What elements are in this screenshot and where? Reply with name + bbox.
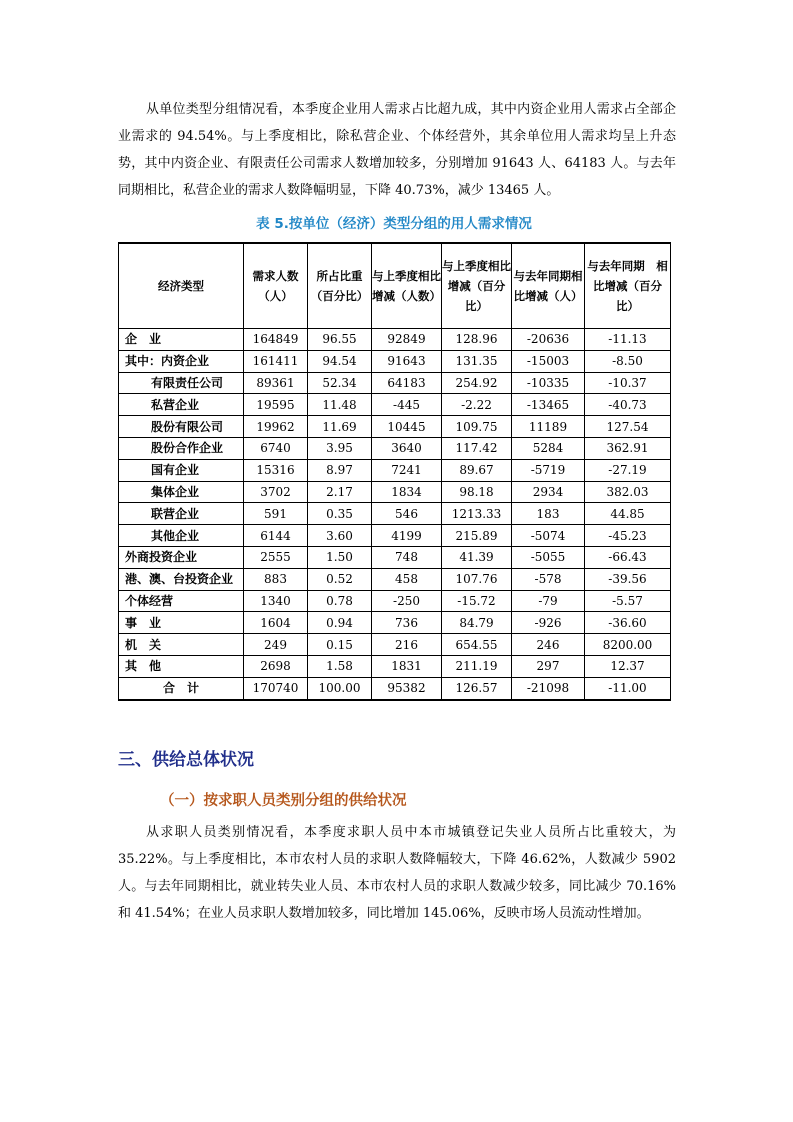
table-header-row: [119, 243, 671, 329]
cell-share: 0.94: [308, 612, 372, 634]
cell-demand: 883: [244, 568, 308, 590]
cell-qoq-pct: 128.96: [442, 329, 512, 351]
cell-demand: 15316: [244, 459, 308, 481]
cell-yoy-people: 5284: [512, 437, 585, 459]
cell-yoy-pct: -27.19: [585, 459, 671, 481]
row-type-name: 机 关: [119, 634, 244, 656]
cell-yoy-people: -79: [512, 590, 585, 612]
cell-share: 0.52: [308, 568, 372, 590]
cell-qoq-people: 3640: [372, 437, 442, 459]
table-row: [119, 350, 671, 372]
cell-qoq-pct: 84.79: [442, 612, 512, 634]
table-row: [119, 525, 671, 547]
header-yoy-people: 与去年同期相比增减（人）: [512, 243, 585, 329]
cell-qoq-people: 216: [372, 634, 442, 656]
header-demand: 需求人数（人）: [244, 243, 308, 329]
cell-yoy-pct: -40.73: [585, 394, 671, 416]
row-type-name: 有限责任公司: [119, 372, 244, 394]
cell-qoq-pct: 98.18: [442, 481, 512, 503]
cell-yoy-pct: 8200.00: [585, 634, 671, 656]
cell-yoy-people: -926: [512, 612, 585, 634]
cell-yoy-people: -10335: [512, 372, 585, 394]
row-type-name: 联营企业: [119, 503, 244, 525]
cell-qoq-pct: 107.76: [442, 568, 512, 590]
row-type-name: 事 业: [119, 612, 244, 634]
cell-share: 94.54: [308, 350, 372, 372]
cell-yoy-people: 297: [512, 655, 585, 677]
cell-yoy-pct: 382.03: [585, 481, 671, 503]
supply-paragraph: 从求职人员类别情况看，本季度求职人员中本市城镇登记失业人员所占比重较大，为 35.22%。与上季度相比，本市农村人员的求职人数降幅较大，下降 46.62%，人数减少 5902 人。与去年同期相比，就业转失业人员、本市农村人员的求职人数减少较多，同比减少 70.16%和 41.54%；在业人员求职人数增加较多，同比增加 145.06%，反映市场人员流动性增加。: [118, 825, 676, 921]
table-row: [119, 546, 671, 568]
intro-paragraph: 从单位类型分组情况看，本季度企业用人需求占比超九成，其中内资企业用人需求占全部企业需求的 94.54%。与上季度相比，除私营企业、个体经营外，其余单位用人需求均呈上升态势，其中内资企业、有限责任公司需求人数增加较多，分别增加 91643 人、64183 人。与去年同期相比，私营企业的需求人数降幅明显，下降 40.73%，减少 13465 人。: [118, 102, 676, 198]
cell-yoy-pct: -36.60: [585, 612, 671, 634]
cell-qoq-people: 7241: [372, 459, 442, 481]
cell-share: 0.35: [308, 503, 372, 525]
demand-by-unit-type-table: [118, 242, 671, 701]
cell-qoq-pct: 109.75: [442, 416, 512, 438]
row-type-name: 外商投资企业: [119, 546, 244, 568]
row-type-name: 企 业: [119, 329, 244, 351]
cell-share: 0.78: [308, 590, 372, 612]
cell-yoy-people: -15003: [512, 350, 585, 372]
cell-share: 52.34: [308, 372, 372, 394]
cell-yoy-people: -5719: [512, 459, 585, 481]
cell-yoy-pct: 362.91: [585, 437, 671, 459]
sub-heading: （一）按求职人员类别分组的供给状况: [160, 793, 407, 809]
cell-share: 11.69: [308, 416, 372, 438]
cell-share: 0.15: [308, 634, 372, 656]
cell-qoq-pct: 131.35: [442, 350, 512, 372]
cell-yoy-pct: 44.85: [585, 503, 671, 525]
table-row: [119, 590, 671, 612]
cell-qoq-people: 546: [372, 503, 442, 525]
cell-qoq-pct: 211.19: [442, 655, 512, 677]
table-row: [119, 634, 671, 656]
table-row: [119, 372, 671, 394]
cell-demand: 2555: [244, 546, 308, 568]
row-type-name: 股份有限公司: [119, 416, 244, 438]
cell-demand: 170740: [244, 677, 308, 699]
cell-qoq-people: -250: [372, 590, 442, 612]
row-type-name: 其他企业: [119, 525, 244, 547]
table-row: [119, 655, 671, 677]
cell-qoq-people: 458: [372, 568, 442, 590]
header-qoq-pct: 与上季度相比增减（百分比）: [442, 243, 512, 329]
table-caption: 表 5.按单位（经济）类型分组的用人需求情况: [256, 216, 532, 232]
cell-yoy-pct: -66.43: [585, 546, 671, 568]
cell-share: 3.95: [308, 437, 372, 459]
row-type-name: 个体经营: [119, 590, 244, 612]
cell-yoy-people: 2934: [512, 481, 585, 503]
cell-demand: 6144: [244, 525, 308, 547]
cell-yoy-people: -5055: [512, 546, 585, 568]
cell-share: 8.97: [308, 459, 372, 481]
cell-share: 1.50: [308, 546, 372, 568]
cell-demand: 161411: [244, 350, 308, 372]
cell-qoq-people: 92849: [372, 329, 442, 351]
cell-yoy-pct: -10.37: [585, 372, 671, 394]
cell-qoq-pct: 254.92: [442, 372, 512, 394]
cell-yoy-pct: -45.23: [585, 525, 671, 547]
row-type-name: 国有企业: [119, 459, 244, 481]
table-row: [119, 329, 671, 351]
row-type-name: 合 计: [119, 677, 244, 699]
cell-demand: 1340: [244, 590, 308, 612]
header-share: 所占比重（百分比）: [308, 243, 372, 329]
cell-yoy-pct: -11.13: [585, 329, 671, 351]
table-row: [119, 568, 671, 590]
row-type-name: 其中：内资企业: [119, 350, 244, 372]
cell-demand: 19962: [244, 416, 308, 438]
cell-qoq-people: 64183: [372, 372, 442, 394]
cell-share: 100.00: [308, 677, 372, 699]
cell-yoy-pct: -5.57: [585, 590, 671, 612]
cell-share: 3.60: [308, 525, 372, 547]
cell-qoq-pct: 41.39: [442, 546, 512, 568]
table-body: [119, 329, 671, 700]
row-type-name: 其 他: [119, 655, 244, 677]
cell-yoy-people: 11189: [512, 416, 585, 438]
cell-qoq-people: 736: [372, 612, 442, 634]
cell-qoq-pct: 89.67: [442, 459, 512, 481]
cell-qoq-people: 748: [372, 546, 442, 568]
cell-demand: 1604: [244, 612, 308, 634]
row-type-name: 集体企业: [119, 481, 244, 503]
cell-qoq-people: 95382: [372, 677, 442, 699]
table-row: [119, 459, 671, 481]
cell-qoq-people: 4199: [372, 525, 442, 547]
cell-demand: 3702: [244, 481, 308, 503]
header-economic-type: 经济类型: [119, 243, 244, 329]
cell-qoq-people: 1831: [372, 655, 442, 677]
cell-yoy-people: 183: [512, 503, 585, 525]
table-row: [119, 416, 671, 438]
header-yoy-pct: 与去年同期 相比增减（百分比）: [585, 243, 671, 329]
table-row: [119, 612, 671, 634]
cell-share: 1.58: [308, 655, 372, 677]
cell-demand: 164849: [244, 329, 308, 351]
cell-qoq-pct: 215.89: [442, 525, 512, 547]
cell-yoy-people: -20636: [512, 329, 585, 351]
cell-yoy-people: 246: [512, 634, 585, 656]
cell-yoy-people: -13465: [512, 394, 585, 416]
cell-demand: 249: [244, 634, 308, 656]
table-row: [119, 503, 671, 525]
table-row: [119, 677, 671, 699]
cell-share: 96.55: [308, 329, 372, 351]
cell-qoq-pct: -2.22: [442, 394, 512, 416]
cell-qoq-pct: 126.57: [442, 677, 512, 699]
row-type-name: 私营企业: [119, 394, 244, 416]
cell-qoq-pct: 654.55: [442, 634, 512, 656]
cell-share: 2.17: [308, 481, 372, 503]
row-type-name: 港、澳、台投资企业: [119, 568, 244, 590]
cell-qoq-people: 10445: [372, 416, 442, 438]
cell-demand: 6740: [244, 437, 308, 459]
cell-qoq-pct: 117.42: [442, 437, 512, 459]
table-row: [119, 394, 671, 416]
cell-yoy-pct: -8.50: [585, 350, 671, 372]
cell-yoy-people: -5074: [512, 525, 585, 547]
cell-qoq-people: 1834: [372, 481, 442, 503]
table-row: [119, 437, 671, 459]
cell-yoy-people: -578: [512, 568, 585, 590]
cell-yoy-pct: 12.37: [585, 655, 671, 677]
cell-yoy-pct: -11.00: [585, 677, 671, 699]
cell-demand: 2698: [244, 655, 308, 677]
section-heading: 三、供给总体状况: [118, 750, 254, 770]
cell-qoq-pct: 1213.33: [442, 503, 512, 525]
cell-demand: 591: [244, 503, 308, 525]
cell-demand: 19595: [244, 394, 308, 416]
cell-qoq-people: -445: [372, 394, 442, 416]
table-row: [119, 481, 671, 503]
row-type-name: 股份合作企业: [119, 437, 244, 459]
cell-qoq-pct: -15.72: [442, 590, 512, 612]
cell-yoy-pct: 127.54: [585, 416, 671, 438]
cell-share: 11.48: [308, 394, 372, 416]
header-qoq-people: 与上季度相比增减（人数）: [372, 243, 442, 329]
cell-demand: 89361: [244, 372, 308, 394]
cell-yoy-people: -21098: [512, 677, 585, 699]
cell-yoy-pct: -39.56: [585, 568, 671, 590]
cell-qoq-people: 91643: [372, 350, 442, 372]
